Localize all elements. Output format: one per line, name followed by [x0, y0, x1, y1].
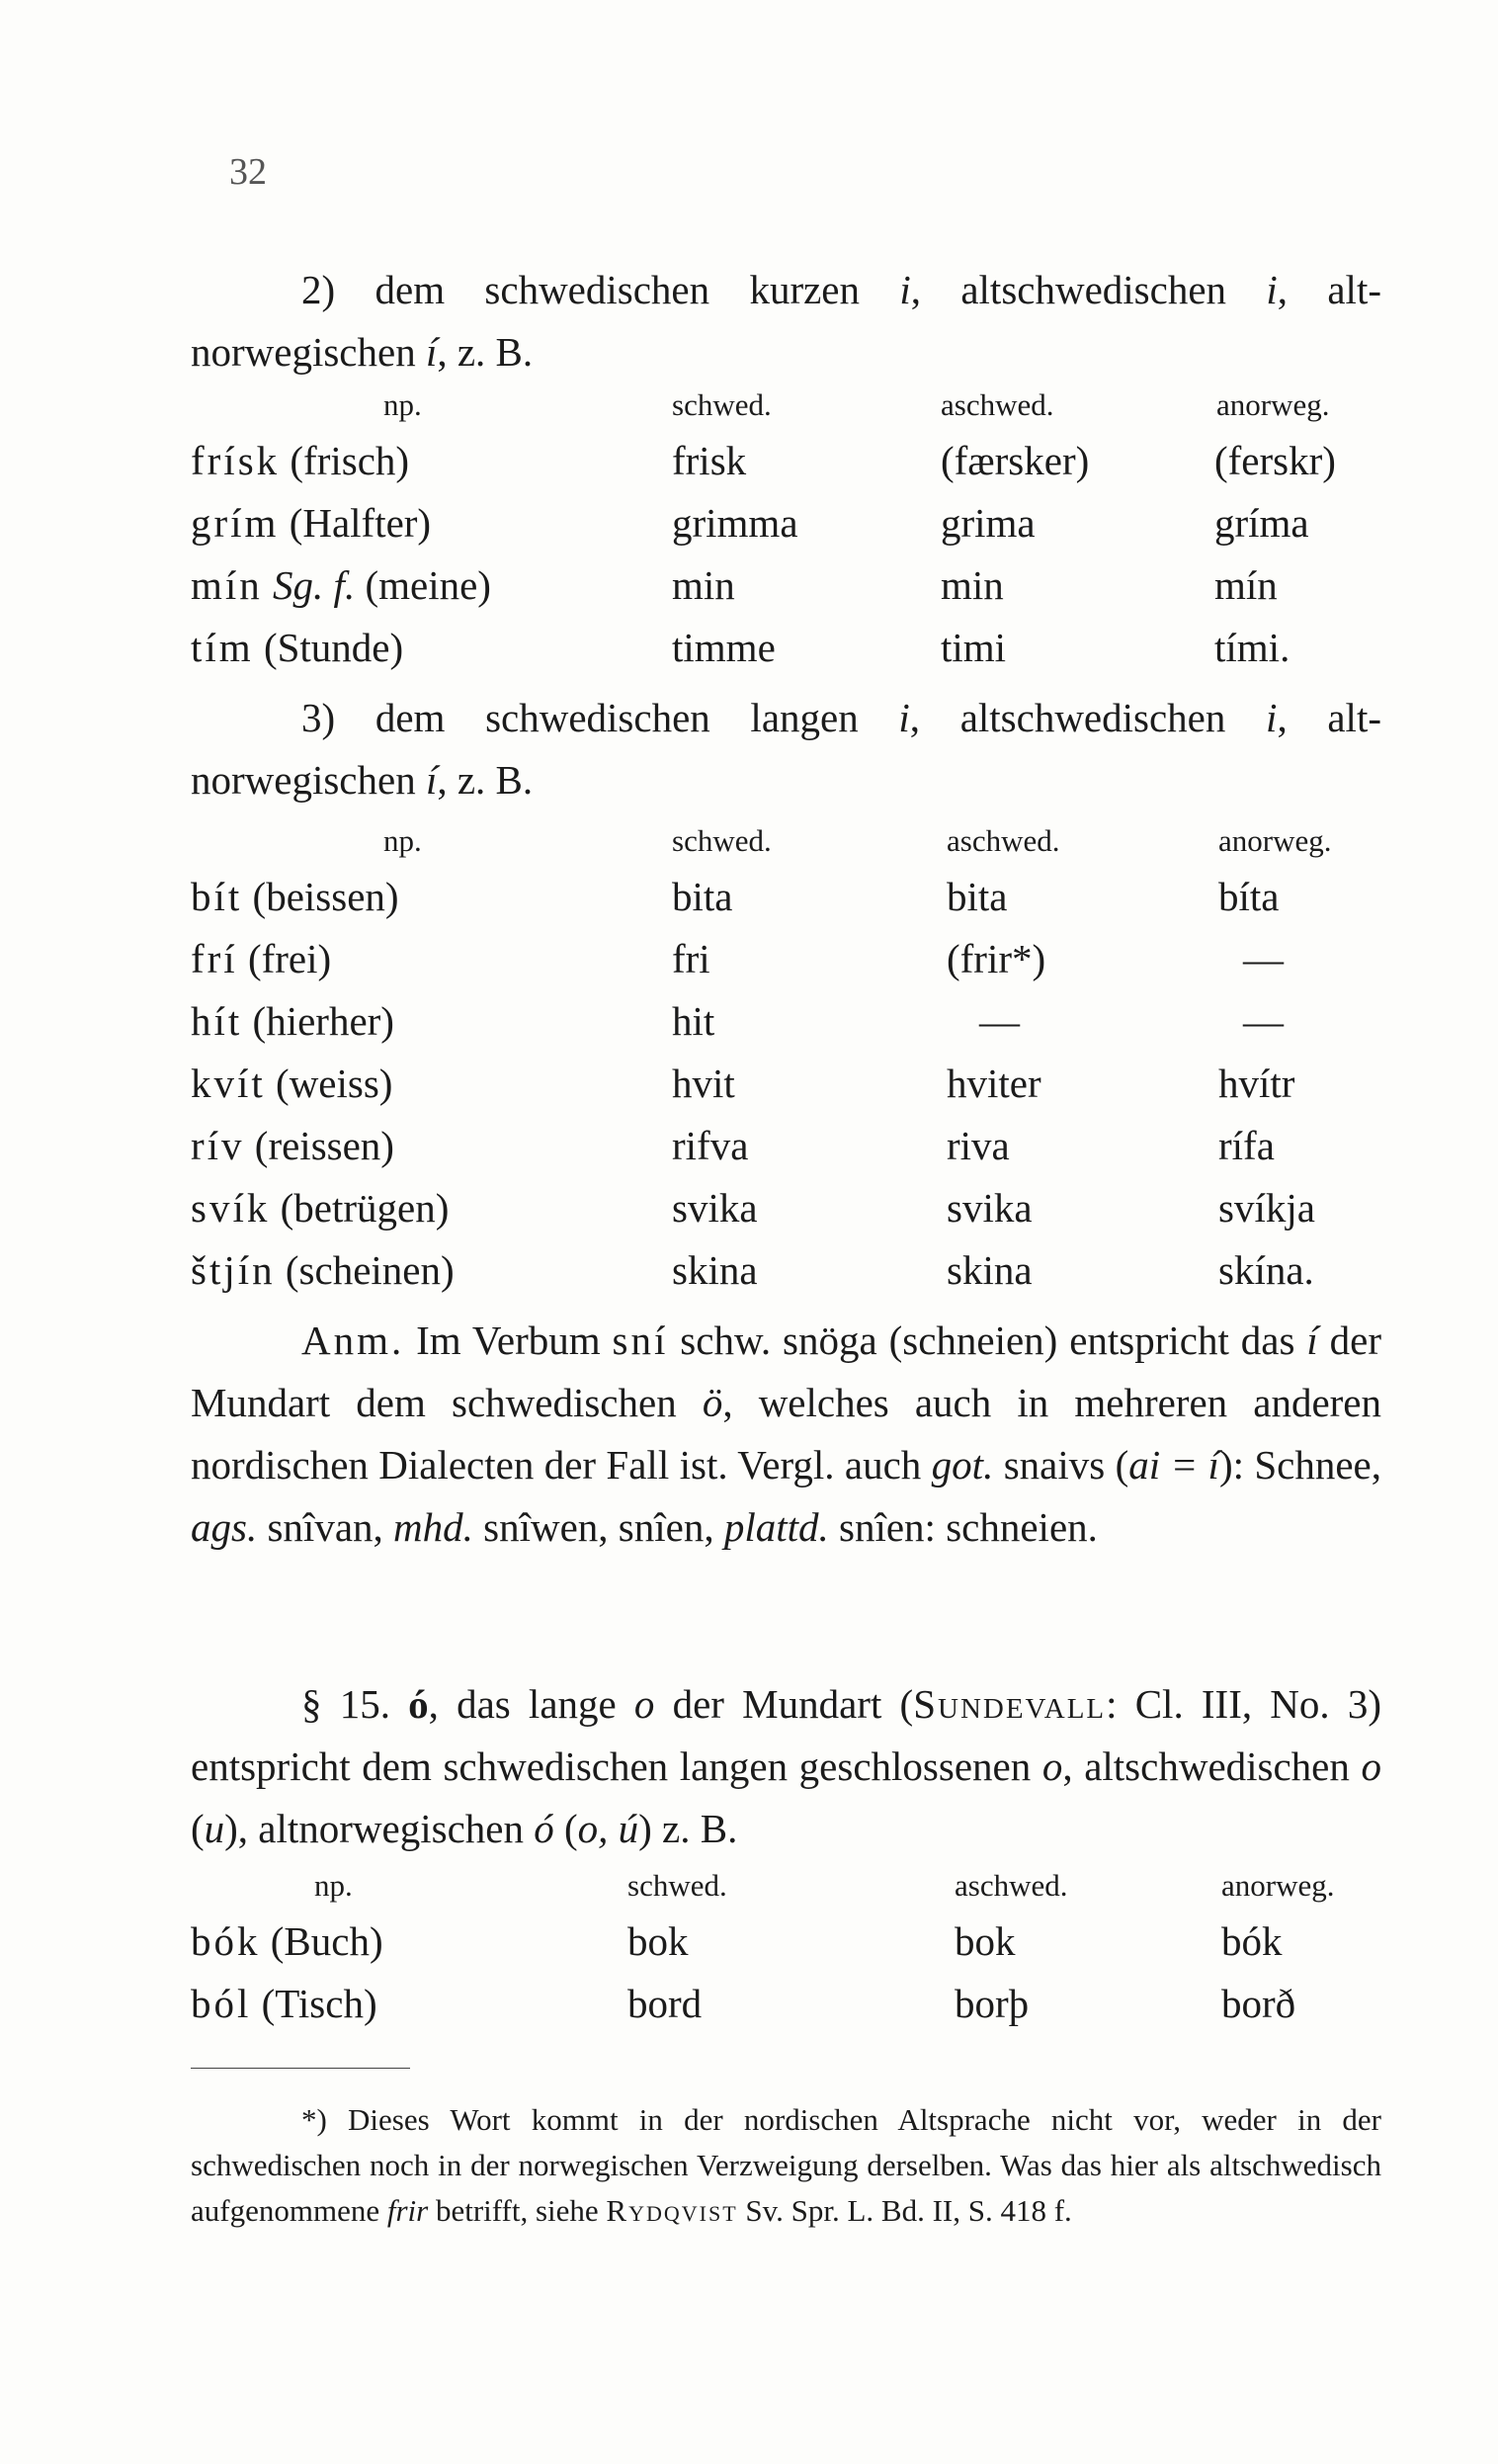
- cell-schwed: bord: [627, 1981, 703, 2026]
- cell-aschwed: timi: [941, 625, 1007, 670]
- cell-aschwed: hviter: [947, 1061, 1041, 1106]
- cell-anorweg: mín: [1214, 562, 1278, 608]
- cell-anorweg: (ferskr): [1214, 438, 1336, 483]
- cell-schwed: grimma: [672, 500, 798, 546]
- table-row: [191, 492, 1386, 554]
- table-row: [191, 1177, 1386, 1239]
- cell-schwed: frisk: [672, 438, 747, 483]
- cell-aschwed: (færsker): [941, 438, 1090, 483]
- cell-aschwed: min: [941, 562, 1004, 608]
- paragraph-2: 2) dem schwedischen kurzen i, altschwedischen i, alt-norwegischen í, z. B.: [191, 267, 1381, 375]
- header-np: np.: [314, 1868, 353, 1903]
- header-schwed: schwed.: [627, 1868, 727, 1903]
- header-schwed: schwed.: [672, 823, 772, 858]
- table-row: [191, 1973, 1386, 2035]
- cell-anorweg: bók: [1221, 1918, 1283, 1964]
- cell-aschwed: riva: [947, 1123, 1010, 1168]
- cell-schwed: timme: [672, 625, 776, 670]
- paragraph-3: 3) dem schwedischen langen i, altschwedischen i, alt-norwegischen í, z. B.: [191, 695, 1381, 803]
- cell-aschwed: —: [979, 998, 1020, 1044]
- header-aschwed: aschwed.: [955, 1868, 1068, 1903]
- cell-anorweg: rífa: [1218, 1123, 1275, 1168]
- table-row: [191, 990, 1386, 1053]
- cell-np: mín Sg. f. (meine): [191, 562, 491, 608]
- cell-np: kvít (weiss): [191, 1061, 393, 1106]
- table-2: [191, 816, 1386, 1302]
- cell-aschwed: (frir*): [947, 936, 1046, 981]
- table-header: [191, 381, 1386, 430]
- cell-np: bít (beissen): [191, 874, 399, 919]
- table-header: [191, 816, 1386, 866]
- cell-schwed: min: [672, 562, 735, 608]
- header-anorweg: anorweg.: [1218, 823, 1332, 858]
- cell-aschwed: bita: [947, 874, 1008, 919]
- page-number: 32: [229, 151, 267, 193]
- footnote: *) Dieses Wort kommt in der nordischen Altsprache nicht vor, weder in der schwedischen noch in der norwegischen Verzweigung derselben. Was das hier als altschwedisch aufgenommene frir betrifft, siehe Rydqvist Sv. Spr. L. Bd. II, S. 418 f.: [191, 2102, 1381, 2228]
- table-row: [191, 617, 1386, 679]
- cell-schwed: hvit: [672, 1061, 735, 1106]
- table-row: [191, 1053, 1386, 1115]
- table-row: [191, 430, 1386, 492]
- cell-np: frísk (frisch): [191, 438, 410, 483]
- table-1: [191, 381, 1386, 679]
- cell-schwed: svika: [672, 1185, 758, 1231]
- cell-np: frí (frei): [191, 936, 332, 981]
- header-aschwed: aschwed.: [947, 823, 1060, 858]
- table-row: [191, 866, 1386, 928]
- cell-aschwed: grima: [941, 500, 1036, 546]
- header-np: np.: [383, 387, 422, 422]
- cell-anorweg: bíta: [1218, 874, 1280, 919]
- table-row: [191, 928, 1386, 990]
- cell-np: tím (Stunde): [191, 625, 404, 670]
- cell-schwed: hit: [672, 998, 715, 1044]
- header-np: np.: [383, 823, 422, 858]
- cell-aschwed: bok: [955, 1918, 1016, 1964]
- header-schwed: schwed.: [672, 387, 772, 422]
- note-paragraph: Anm. Im Verbum sní schw. snöga (schneien) entspricht das í der Mundart dem schwedischen ö, welches auch in mehreren anderen nordischen Dialecten der Fall ist. Vergl. auch got. snaivs (ai = í): Schnee, ags. snîvan, mhd. snîwen, snîen, plattd. snîen: schneien.: [191, 1317, 1381, 1550]
- cell-anorweg: —: [1243, 936, 1284, 981]
- table-row: [191, 1911, 1386, 1973]
- cell-anorweg: tími.: [1214, 625, 1290, 670]
- section-15-paragraph: § 15. ó, das lange o der Mundart (Sundevall: Cl. III, No. 3) entspricht dem schwedischen langen geschlossenen o, altschwedischen o (u), altnorwegischen ó (o, ú) z. B.: [191, 1681, 1381, 1851]
- table-row: [191, 1239, 1386, 1302]
- cell-schwed: skina: [672, 1247, 758, 1293]
- cell-anorweg: borð: [1221, 1981, 1296, 2026]
- cell-np: rív (reissen): [191, 1123, 394, 1168]
- cell-aschwed: skina: [947, 1247, 1033, 1293]
- cell-schwed: bok: [627, 1918, 689, 1964]
- cell-np: grím (Halfter): [191, 500, 432, 546]
- table-row: [191, 1115, 1386, 1177]
- cell-schwed: fri: [672, 936, 710, 981]
- cell-np: štjín (scheinen): [191, 1247, 455, 1293]
- cell-anorweg: hvítr: [1218, 1061, 1295, 1106]
- cell-schwed: rifva: [672, 1123, 749, 1168]
- cell-anorweg: gríma: [1214, 500, 1309, 546]
- cell-np: hít (hierher): [191, 998, 394, 1044]
- table-row: [191, 554, 1386, 617]
- table-3: [191, 1861, 1386, 2035]
- cell-np: ból (Tisch): [191, 1981, 377, 2026]
- cell-anorweg: svíkja: [1218, 1185, 1315, 1231]
- cell-np: svík (betrügen): [191, 1185, 450, 1231]
- cell-aschwed: svika: [947, 1185, 1033, 1231]
- cell-schwed: bita: [672, 874, 733, 919]
- cell-anorweg: —: [1243, 998, 1284, 1044]
- footnote-rule: [191, 2068, 410, 2069]
- table-header: [191, 1861, 1386, 1911]
- cell-np: bók (Buch): [191, 1918, 383, 1964]
- header-anorweg: anorweg.: [1221, 1868, 1335, 1903]
- cell-anorweg: skína.: [1218, 1247, 1314, 1293]
- header-aschwed: aschwed.: [941, 387, 1054, 422]
- header-anorweg: anorweg.: [1216, 387, 1330, 422]
- cell-aschwed: borþ: [955, 1981, 1030, 2026]
